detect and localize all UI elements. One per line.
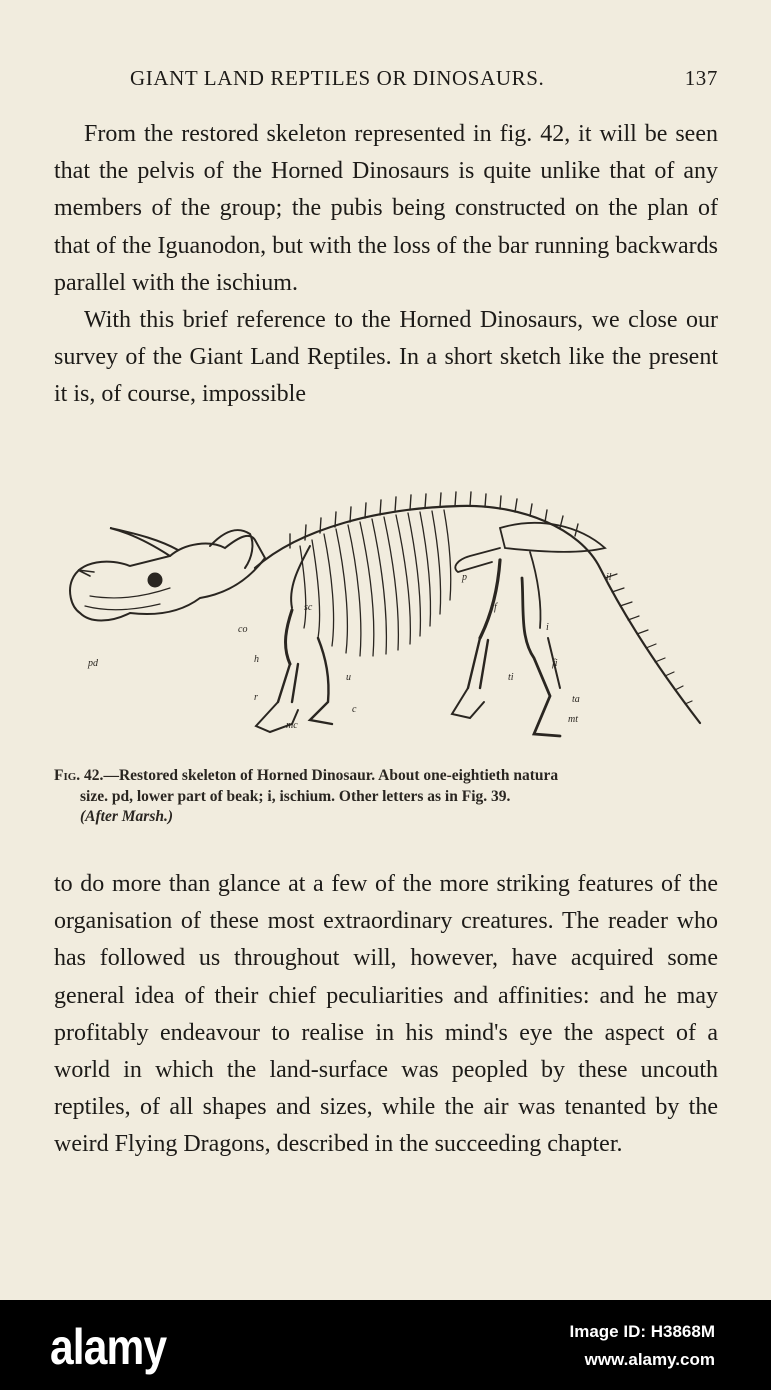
label-sc: sc — [304, 602, 313, 613]
tibia-fibula — [468, 638, 488, 688]
femur — [480, 560, 500, 638]
label-mt: mt — [568, 714, 578, 725]
fore-limb-2 — [310, 638, 332, 724]
image-id: Image ID: H3868M — [569, 1322, 715, 1341]
paragraph-1: From the restored skeleton represented in fig. 42, it will be seen that the pelvis of the Horned Dinosaurs is quite unlike that of any members of the group; the pubis being constructed on the plan of that of the Iguanodon, but with the loss of the bar running backwards parallel with the ischium. — [54, 121, 718, 296]
caption-line-2: size. pd, lower part of beak; i, ischium. Other letters as in Fig. 39. — [80, 787, 511, 805]
caption-attribution: (After Marsh.) — [80, 808, 174, 825]
label-i: i — [546, 622, 549, 633]
watermark-bar — [0, 1300, 771, 1390]
caption-line-1-text: —Restored skeleton of Horned Dinosaur. About one-eightieth natura — [103, 767, 559, 784]
caption-line-1 — [54, 766, 724, 787]
label-p: p — [462, 572, 467, 583]
label-ta: ta — [572, 694, 580, 705]
nose-horn — [78, 570, 94, 576]
label-il: il — [606, 572, 612, 583]
label-h: h — [254, 654, 259, 665]
body-text-top — [54, 116, 718, 414]
tail-vertebrae — [605, 574, 692, 704]
caption-fig-label: Fig. 42. — [54, 767, 104, 784]
label-r: r — [254, 692, 258, 703]
running-header — [54, 62, 718, 98]
ischium — [530, 552, 541, 628]
triceratops-skeleton-illustration — [60, 488, 720, 750]
pubis — [455, 548, 500, 572]
spine — [255, 506, 700, 723]
figure-labels — [87, 572, 612, 731]
label-fi: fi — [552, 658, 558, 669]
hind-foot — [452, 688, 484, 718]
page-number: 137 — [684, 66, 718, 90]
eye-socket — [148, 573, 162, 587]
label-c: c — [352, 704, 357, 715]
skull — [70, 536, 265, 621]
chapter-title: GIANT LAND REPTILES OR DINOSAURS. — [130, 66, 545, 90]
body-text-bottom — [54, 866, 718, 1164]
label-co: co — [238, 624, 248, 635]
site-url: www.alamy.com — [584, 1350, 715, 1369]
paragraph-2: With this brief reference to the Horned Dinosaurs, we close our survey of the Giant Land Reptiles. In a short sketch like the present it is, of course, impossible — [54, 307, 718, 408]
skeleton-figure — [60, 488, 720, 750]
ilium — [500, 523, 605, 552]
label-u: u — [346, 672, 351, 683]
figure-caption — [54, 766, 724, 828]
humerus — [286, 610, 292, 664]
paragraph-3: to do more than glance at a few of the more striking features of the organisation of these most extraordinary creatures. The reader who has followed us throughout will, however, have acquired some general idea of their chief peculiarities and affinities: and he may profitably endeavour to realise in his mind's eye the aspect of a world in which the land-surface was peopled by these uncouth reptiles, of all shapes and sizes, while the air was tenanted by the weird Flying Dragons, described in the succeeding chapter. — [54, 871, 718, 1158]
brow-horn — [110, 528, 178, 556]
scapula — [291, 546, 310, 608]
label-pd: pd — [88, 658, 98, 669]
radius-ulna — [278, 664, 298, 702]
caption-line-3 — [54, 807, 724, 828]
alamy-logo: alamy — [50, 1319, 167, 1375]
ribs — [300, 510, 451, 656]
label-mc: mc — [286, 720, 298, 731]
label-f: f — [494, 602, 497, 613]
hind-limb-2 — [522, 578, 560, 736]
label-ti: ti — [508, 672, 514, 683]
